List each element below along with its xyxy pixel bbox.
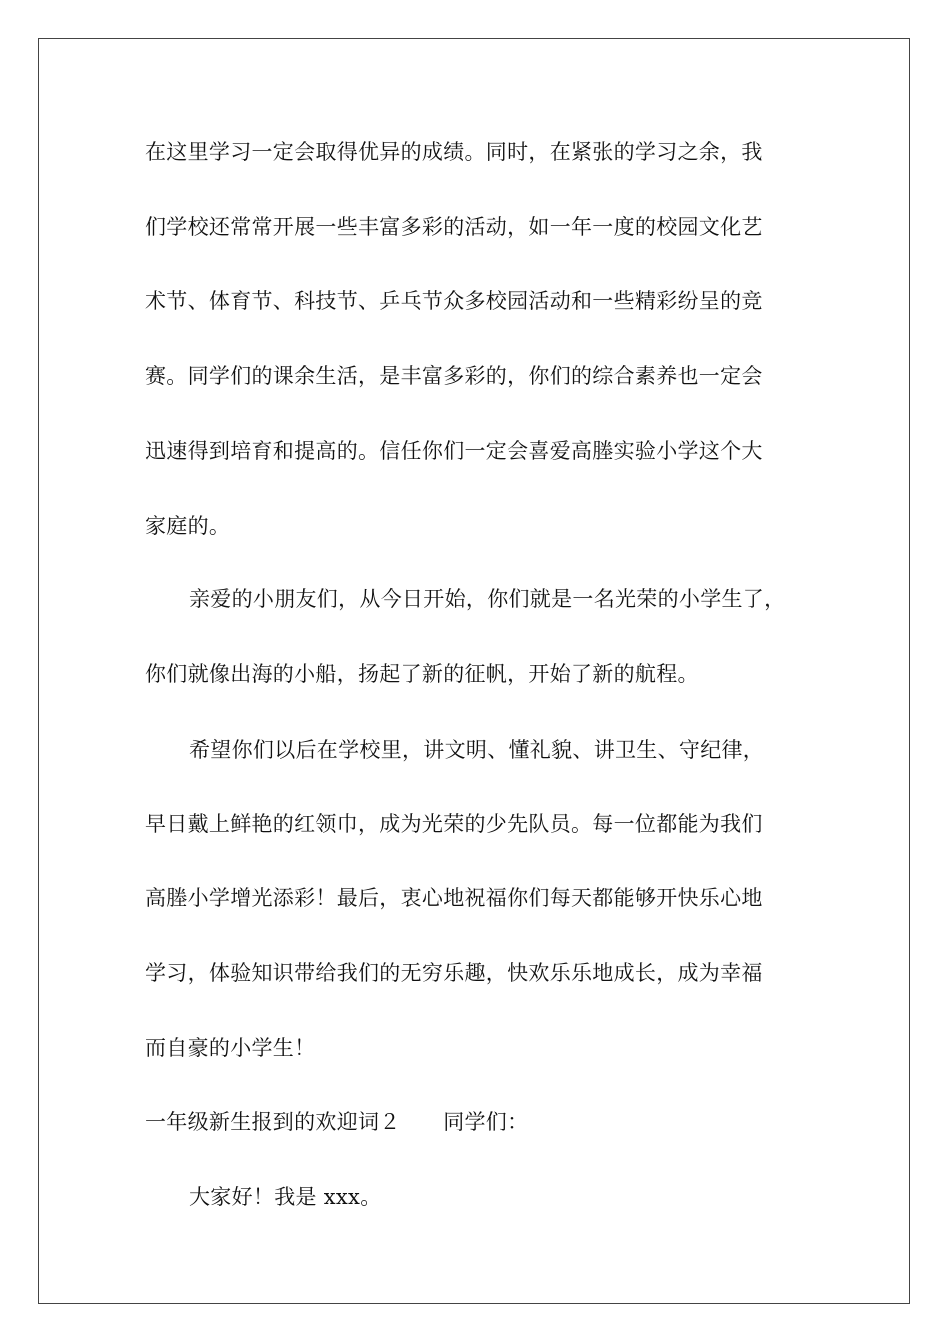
text-line: 迅速得到培育和提高的。信任你们一定会喜爱高塍实验小学这个大 bbox=[145, 439, 763, 463]
text-line: 高塍小学增光添彩！最后，衷心地祝福你们每天都能够开快乐心地 bbox=[145, 886, 763, 910]
text-line: 学习，体验知识带给我们的无穷乐趣，快欢乐乐地成长，成为幸福 bbox=[145, 961, 763, 985]
text-line: 赛。同学们的课余生活，是丰富多彩的，你们的综合素养也一定会 bbox=[145, 364, 763, 388]
text-line: 家庭的。 bbox=[145, 514, 231, 538]
paragraph-start-line: 大家好！我是 xxx。 bbox=[189, 1185, 382, 1209]
paragraph-start-line: 亲爱的小朋友们，从今日开始，你们就是一名光荣的小学生了， bbox=[189, 587, 786, 611]
text-line: 你们就像出海的小船，扬起了新的征帆，开始了新的航程。 bbox=[145, 662, 699, 686]
text-line: 早日戴上鲜艳的红领巾，成为光荣的少先队员。每一位都能为我们 bbox=[145, 812, 763, 836]
text-line: 们学校还常常开展一些丰富多彩的活动，如一年一度的校园文化艺 bbox=[145, 215, 763, 239]
text-line: 术节、体育节、科技节、乒乓节众多校园活动和一些精彩纷呈的竞 bbox=[145, 289, 763, 313]
text-line: 在这里学习一定会取得优异的成绩。同时，在紧张的学习之余，我 bbox=[145, 140, 763, 164]
section-heading: 一年级新生报到的欢迎词２ 同学们： bbox=[145, 1110, 529, 1134]
paragraph-start-line: 希望你们以后在学校里，讲文明、懂礼貌、讲卫生、守纪律， bbox=[189, 738, 765, 762]
text-line: 而自豪的小学生！ bbox=[145, 1036, 316, 1060]
